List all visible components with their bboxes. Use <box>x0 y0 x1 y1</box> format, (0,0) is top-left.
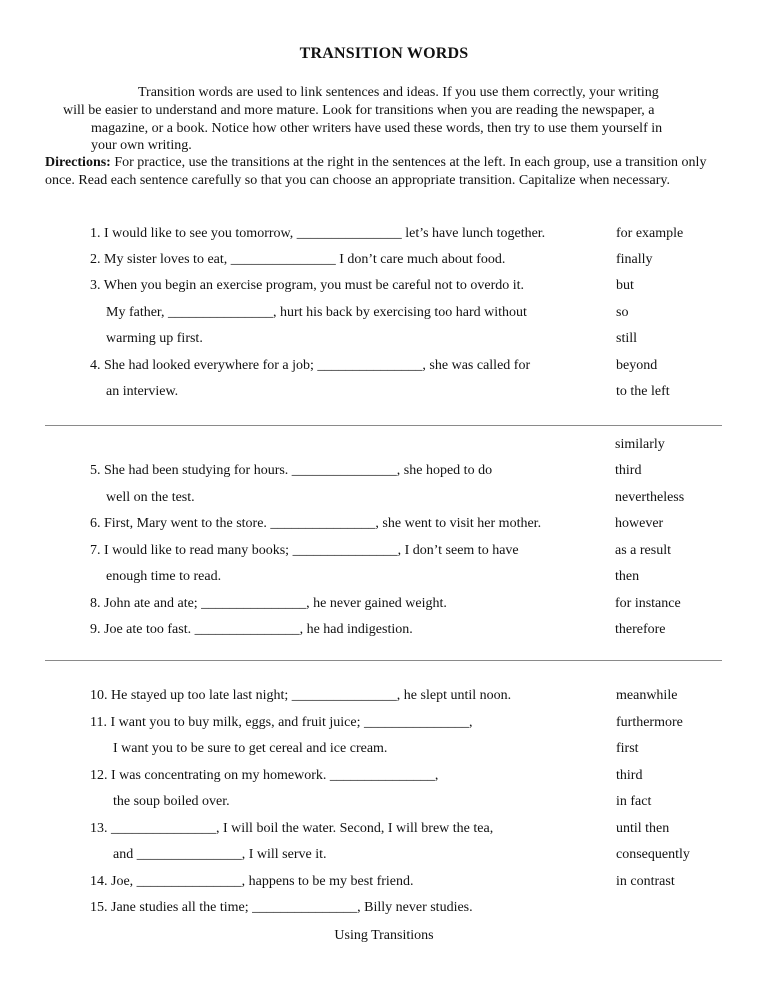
sentence-text: 12. I was concentrating on my homework. _______________, <box>90 768 439 783</box>
sentence-text: well on the test. <box>106 490 195 505</box>
directions-label: Directions: <box>45 155 111 170</box>
exercise-row <box>0 766 768 786</box>
transition-option: furthermore <box>616 715 683 730</box>
section-divider <box>45 660 722 661</box>
transition-option: still <box>616 331 638 346</box>
sentence-text: an interview. <box>106 384 179 399</box>
exercise-row <box>0 792 768 812</box>
exercise-row <box>0 224 768 244</box>
sentence-text: 15. Jane studies all the time; _______________, Billy never studies. <box>90 900 473 915</box>
sentence-text: 14. Joe, _______________, happens to be my best friend. <box>90 874 414 889</box>
transition-option: as a result <box>615 543 671 558</box>
transition-option: consequently <box>616 847 690 862</box>
sentence-text: the soup boiled over. <box>113 794 230 809</box>
sentence-text: I want you to be sure to get cereal and ice cream. <box>113 741 388 756</box>
exercise-row <box>0 329 768 349</box>
transition-option: therefore <box>615 622 666 637</box>
exercise-row <box>0 713 768 733</box>
sentence-text: My father, _______________, hurt his back by exercising too hard without <box>106 305 527 320</box>
sentence-text: and _______________, I will serve it. <box>113 847 327 862</box>
sentence-text: 5. She had been studying for hours. _______________, she hoped to do <box>90 463 493 478</box>
intro-paragraph <box>45 84 720 155</box>
transition-option: so <box>616 305 629 320</box>
exercise-row <box>0 514 768 534</box>
sentence-text: 4. She had looked everywhere for a job; _______________, she was called for <box>90 358 531 373</box>
sentence-text: warming up first. <box>106 331 203 346</box>
transition-option: until then <box>616 821 670 836</box>
exercise-row <box>0 356 768 376</box>
exercise-row <box>0 567 768 587</box>
directions-text: For practice, use the transitions at the right in the sentences at the left. In each group, use a transition only once. Read each sentence carefully so that you can choose an appropriate transition. Capitalize when necessary. <box>45 155 707 188</box>
transition-option: finally <box>616 252 653 267</box>
transition-option: first <box>616 741 639 756</box>
transition-option: third <box>615 463 642 478</box>
sentence-text: 3. When you begin an exercise program, you must be careful not to overdo it. <box>90 278 525 293</box>
transition-option: to the left <box>616 384 670 399</box>
sentence-text: 11. I want you to buy milk, eggs, and fruit juice; _______________, <box>90 715 473 730</box>
directions-paragraph <box>45 154 725 189</box>
sentence-text: 2. My sister loves to eat, _______________ I don’t care much about food. <box>90 252 506 267</box>
section-divider <box>45 425 722 426</box>
exercise-row <box>0 898 768 918</box>
exercise-row <box>0 250 768 270</box>
intro-line: your own writing. <box>91 138 192 154</box>
transition-option: similarly <box>615 437 665 452</box>
transition-option: for example <box>616 226 684 241</box>
sentence-text: 7. I would like to read many books; _______________, I don’t seem to have <box>90 543 519 558</box>
transition-option: beyond <box>616 358 658 373</box>
sentence-text: 8. John ate and ate; _______________, he never gained weight. <box>90 596 447 611</box>
transition-option: however <box>615 516 664 531</box>
exercise-row <box>0 461 768 481</box>
exercise-row <box>0 435 768 455</box>
exercise-row <box>0 686 768 706</box>
exercise-row <box>0 620 768 640</box>
intro-line: Transition words are used to link sentences and ideas. If you use them correctly, your writing <box>138 85 659 100</box>
exercise-row <box>0 303 768 323</box>
page-title: TRANSITION WORDS <box>299 45 469 62</box>
exercise-row <box>0 541 768 561</box>
sentence-text: 13. _______________, I will boil the water. Second, I will brew the tea, <box>90 821 494 836</box>
transition-option: nevertheless <box>615 490 685 505</box>
sentence-text: 10. He stayed up too late last night; _______________, he slept until noon. <box>90 688 512 703</box>
exercise-row <box>0 819 768 839</box>
sentence-text: 6. First, Mary went to the store. _______________, she went to visit her mother. <box>90 516 542 531</box>
transition-option: in contrast <box>616 874 675 889</box>
exercise-row <box>0 872 768 892</box>
intro-line: magazine, or a book. Notice how other writers have used these words, then try to use them yourself in <box>91 120 663 136</box>
transition-option: in fact <box>616 794 652 809</box>
transition-option: but <box>616 278 634 293</box>
page-footer: Using Transitions <box>334 928 434 943</box>
exercise-row <box>0 845 768 865</box>
exercise-row <box>0 382 768 402</box>
exercise-row <box>0 594 768 614</box>
intro-line: will be easier to understand and more mature. Look for transitions when you are reading the newspaper, a <box>63 102 655 118</box>
sentence-text: 1. I would like to see you tomorrow, _______________ let’s have lunch together. <box>90 226 546 241</box>
transition-option: third <box>616 768 643 783</box>
transition-option: then <box>615 569 640 584</box>
exercise-row <box>0 488 768 508</box>
transition-option: meanwhile <box>616 688 678 703</box>
exercise-row <box>0 739 768 759</box>
exercise-row <box>0 276 768 296</box>
sentence-text: 9. Joe ate too fast. _______________, he had indigestion. <box>90 622 413 637</box>
sentence-text: enough time to read. <box>106 569 222 584</box>
transition-option: for instance <box>615 596 681 611</box>
